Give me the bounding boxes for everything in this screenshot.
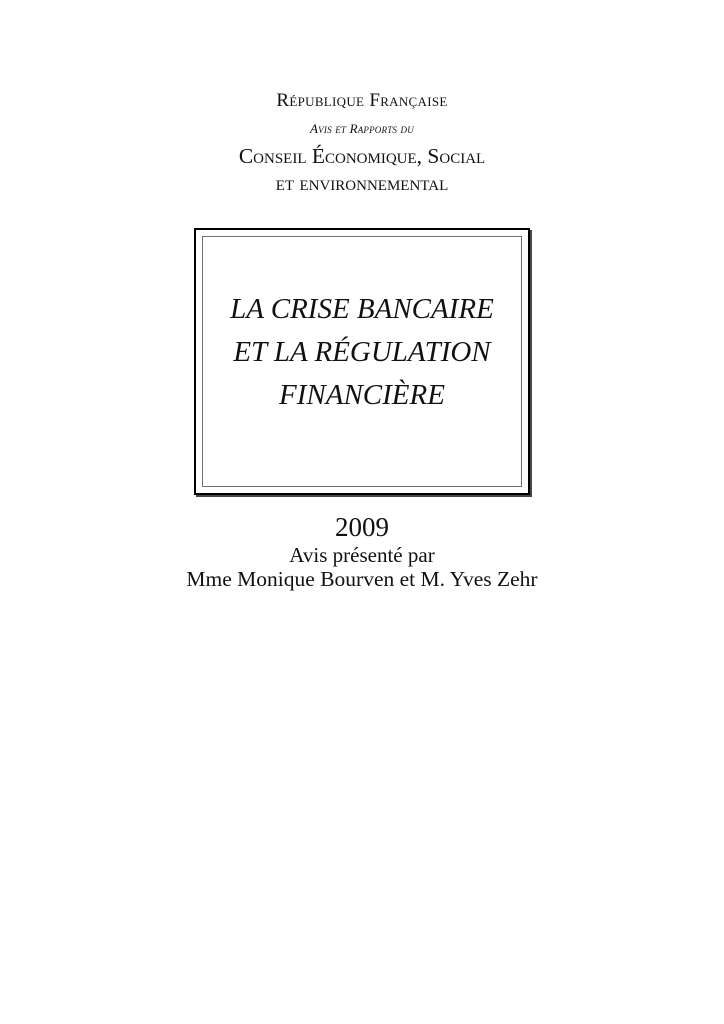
title-box: [194, 228, 530, 495]
report-title-line1: LA CRISE BANCAIRE: [230, 293, 494, 325]
report-title: [230, 288, 494, 417]
cover-footer: [0, 512, 724, 591]
republic-title: République Française: [276, 90, 448, 111]
authors-names: Mme Monique Bourven et M. Yves Zehr: [186, 567, 538, 591]
report-title-line3: FINANCIÈRE: [279, 379, 445, 411]
council-name-line1: Conseil Économique, Social: [238, 144, 486, 168]
council-name-line2: et environnemental: [275, 171, 449, 195]
publication-year: 2009: [335, 512, 389, 542]
cover-header: [0, 0, 724, 197]
presented-by-label: Avis présenté par: [289, 543, 435, 567]
series-subtitle: Avis et Rapports du: [310, 121, 414, 136]
title-box-inner-frame: [202, 236, 522, 487]
report-title-line2: ET LA RÉGULATION: [233, 336, 491, 368]
